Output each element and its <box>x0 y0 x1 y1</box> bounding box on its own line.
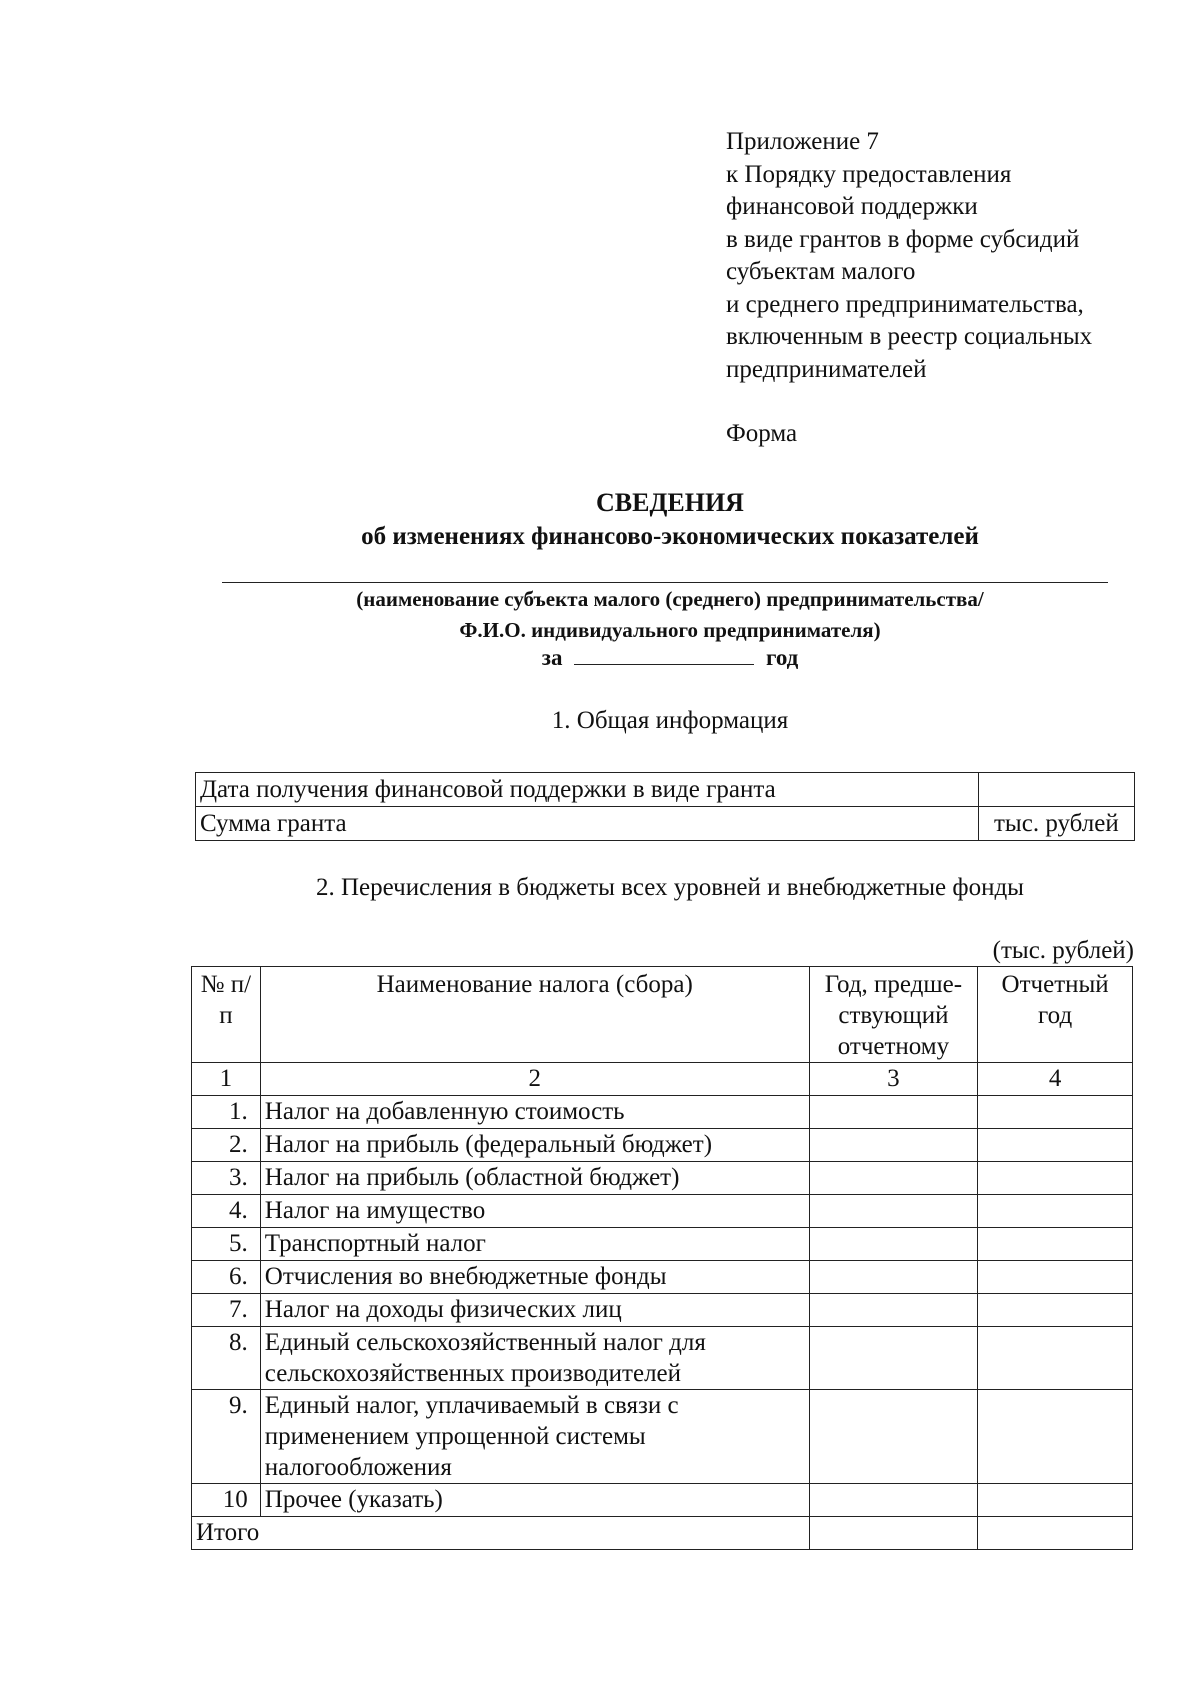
reporting-year-cell[interactable] <box>978 1228 1133 1261</box>
entity-name-caption <box>0 584 1200 646</box>
grant-date-label: Дата получения финансовой поддержки в виде гранта <box>196 773 979 807</box>
reporting-year-cell[interactable] <box>978 1294 1133 1327</box>
total-previous-year-cell[interactable] <box>809 1517 978 1550</box>
header-previous-year: Год, предше- ствующий отчетному <box>809 967 978 1063</box>
row-number: 3. <box>192 1162 261 1195</box>
appendix-line: и среднего предпринимательства, <box>726 290 1084 318</box>
column-number: 4 <box>978 1063 1133 1096</box>
row-number: 6. <box>192 1261 261 1294</box>
header-num: № п/п <box>192 967 261 1063</box>
caption-line: (наименование субъекта малого (среднего) предпринимательства/ <box>356 587 984 611</box>
table-row <box>192 1096 1133 1129</box>
appendix-line: Приложение 7 <box>726 128 879 155</box>
total-row <box>192 1517 1133 1550</box>
reporting-year-cell[interactable] <box>978 1096 1133 1129</box>
header-tax-name: Наименование налога (сбора) <box>260 967 809 1063</box>
column-numbers-row <box>192 1063 1133 1096</box>
document-title: СВЕДЕНИЯ <box>596 488 744 517</box>
row-number: 4. <box>192 1195 261 1228</box>
tax-name: Налог на прибыль (областной бюджет) <box>260 1162 809 1195</box>
tax-name: Единый налог, уплачиваемый в связи с применением упрощенной системы налогообложения <box>260 1390 809 1484</box>
table-row <box>196 807 1135 841</box>
entity-name-fill-line[interactable] <box>222 582 1108 583</box>
column-number: 1 <box>192 1063 261 1096</box>
appendix-line: к Порядку предоставления <box>726 160 1012 188</box>
tax-name: Транспортный налог <box>260 1228 809 1261</box>
tax-name: Налог на прибыль (федеральный бюджет) <box>260 1129 809 1162</box>
reporting-year-cell[interactable] <box>978 1484 1133 1517</box>
units-note: (тыс. рублей) <box>992 937 1134 964</box>
table-header-row <box>192 967 1133 1063</box>
year-line <box>0 640 1200 675</box>
previous-year-cell[interactable] <box>809 1129 978 1162</box>
table-row <box>192 1327 1133 1390</box>
tax-name: Налог на добавленную стоимость <box>260 1096 809 1129</box>
grant-amount-label: Сумма гранта <box>196 807 979 841</box>
appendix-line: в виде грантов в форме субсидий <box>726 225 1080 253</box>
reporting-year-cell[interactable] <box>978 1162 1133 1195</box>
table-row <box>192 1228 1133 1261</box>
previous-year-cell[interactable] <box>809 1228 978 1261</box>
document-subtitle: об изменениях финансово-экономических показателей <box>361 523 979 550</box>
total-reporting-year-cell[interactable] <box>978 1517 1133 1550</box>
tax-name: Налог на имущество <box>260 1195 809 1228</box>
appendix-header <box>726 126 1092 451</box>
year-prefix: за <box>541 645 563 670</box>
row-number: 1. <box>192 1096 261 1129</box>
table-row <box>192 1129 1133 1162</box>
year-fill-line[interactable] <box>574 640 754 665</box>
previous-year-cell[interactable] <box>809 1261 978 1294</box>
reporting-year-cell[interactable] <box>978 1327 1133 1390</box>
previous-year-cell[interactable] <box>809 1294 978 1327</box>
appendix-line: предпринимателей <box>726 355 927 383</box>
year-suffix: год <box>765 645 799 670</box>
table-row <box>192 1162 1133 1195</box>
document-heading <box>0 486 1200 554</box>
appendix-line: финансовой поддержки <box>726 193 978 220</box>
tax-name: Единый сельскохозяйственный налог для сельскохозяйственных производителей <box>260 1327 809 1390</box>
appendix-line: субъектам малого <box>726 258 916 285</box>
header-reporting-year: Отчетный год <box>978 967 1133 1063</box>
tax-name: Налог на доходы физических лиц <box>260 1294 809 1327</box>
tax-name: Прочее (указать) <box>260 1484 809 1517</box>
previous-year-cell[interactable] <box>809 1390 978 1484</box>
column-number: 2 <box>260 1063 809 1096</box>
table-row <box>192 1294 1133 1327</box>
previous-year-cell[interactable] <box>809 1327 978 1390</box>
reporting-year-cell[interactable] <box>978 1195 1133 1228</box>
row-number: 8. <box>192 1327 261 1390</box>
total-label: Итого <box>192 1517 810 1550</box>
appendix-line: включенным в реестр социальных <box>726 323 1093 350</box>
tax-name: Отчисления во внебюджетные фонды <box>260 1261 809 1294</box>
previous-year-cell[interactable] <box>809 1484 978 1517</box>
table-row <box>192 1195 1133 1228</box>
table-row <box>192 1390 1133 1484</box>
reporting-year-cell[interactable] <box>978 1261 1133 1294</box>
table-row <box>196 773 1135 807</box>
reporting-year-cell[interactable] <box>978 1129 1133 1162</box>
grant-date-value[interactable] <box>978 773 1134 807</box>
tax-payments-table <box>191 966 1133 1550</box>
reporting-year-cell[interactable] <box>978 1390 1133 1484</box>
table-row <box>192 1484 1133 1517</box>
row-number: 10 <box>192 1484 261 1517</box>
grant-amount-value[interactable]: тыс. рублей <box>978 807 1134 841</box>
previous-year-cell[interactable] <box>809 1195 978 1228</box>
column-number: 3 <box>809 1063 978 1096</box>
table-row <box>192 1261 1133 1294</box>
previous-year-cell[interactable] <box>809 1162 978 1195</box>
row-number: 9. <box>192 1390 261 1484</box>
form-label: Форма <box>726 420 798 447</box>
row-number: 2. <box>192 1129 261 1162</box>
general-info-table <box>195 772 1135 841</box>
row-number: 7. <box>192 1294 261 1327</box>
row-number: 5. <box>192 1228 261 1261</box>
section-2-title: 2. Перечисления в бюджеты всех уровней и внебюджетные фонды <box>316 874 1024 901</box>
section-1-title: 1. Общая информация <box>551 707 789 734</box>
caption-line: Ф.И.О. индивидуального предпринимателя) <box>459 618 881 642</box>
previous-year-cell[interactable] <box>809 1096 978 1129</box>
